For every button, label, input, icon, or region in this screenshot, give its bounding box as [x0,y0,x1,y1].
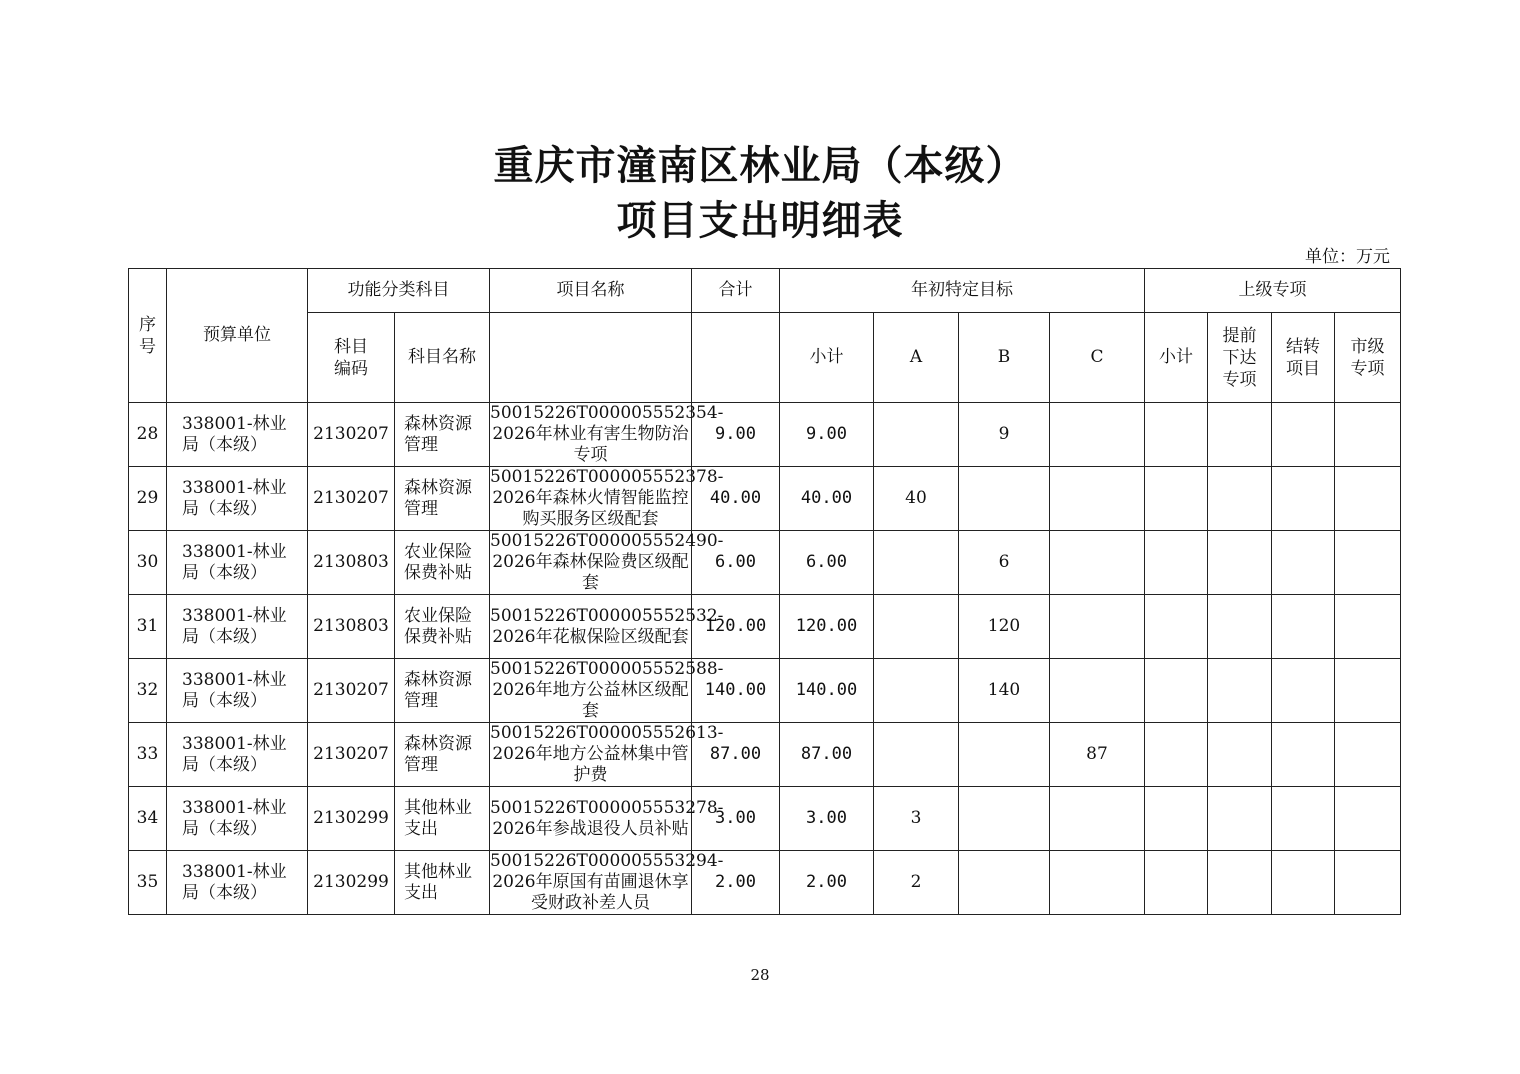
cell-subtotal: 40.00 [780,467,874,531]
cell-c: 87 [1050,723,1145,787]
cell-seq: 31 [129,595,167,659]
cell-c [1050,787,1145,851]
cell-code: 2130299 [308,787,395,851]
cell-seq: 33 [129,723,167,787]
cell-city [1335,851,1401,915]
cell-sup-subtotal [1145,595,1208,659]
cell-subject: 森林资源管理 [395,467,490,531]
cell-code: 2130207 [308,467,395,531]
cell-subject: 森林资源管理 [395,403,490,467]
cell-carryover [1272,787,1335,851]
cell-subtotal: 87.00 [780,723,874,787]
cell-city [1335,723,1401,787]
cell-b [959,723,1050,787]
cell-a [874,723,959,787]
cell-project: 50015226T000005552532-2026年花椒保险区级配套 [490,595,692,659]
cell-project: 50015226T000005552378-2026年森林火情智能监控购买服务区级配套 [490,467,724,529]
header-project-name: 项目名称 [490,269,692,313]
cell-subtotal: 6.00 [780,531,874,595]
cell-a [874,595,959,659]
table-row [129,403,1401,467]
cell-seq: 32 [129,659,167,723]
cell-carryover [1272,851,1335,915]
header-city: 市级专项 [1335,313,1401,403]
cell-project: 50015226T000005553278-2026年参战退役人员补贴 [490,787,692,851]
cell-b [959,787,1050,851]
cell-city [1335,787,1401,851]
cell-total: 3.00 [692,787,780,851]
cell-total: 2.00 [692,851,780,915]
cell-sup-subtotal [1145,531,1208,595]
cell-carryover [1272,531,1335,595]
cell-c [1050,403,1145,467]
table-row [129,467,1401,531]
cell-c [1050,659,1145,723]
cell-unit: 338001-林业局（本级） [167,467,308,531]
cell-unit: 338001-林业局（本级） [167,787,308,851]
header-carryover: 结转项目 [1272,313,1335,403]
cell-b: 140 [959,659,1050,723]
cell-sup-subtotal [1145,659,1208,723]
cell-code: 2130207 [308,659,395,723]
cell-seq: 30 [129,531,167,595]
cell-c [1050,531,1145,595]
header-total-blank [692,313,780,403]
cell-project: 50015226T000005553294-2026年原国有苗圃退休享受财政补差人员 [490,851,724,913]
header-advance: 提前下达专项 [1208,313,1272,403]
document-subtitle: 项目支出明细表 [616,198,904,244]
cell-b: 6 [959,531,1050,595]
cell-total: 40.00 [692,467,780,531]
cell-a [874,531,959,595]
cell-sup-subtotal [1145,787,1208,851]
cell-code: 2130803 [308,531,395,595]
cell-carryover [1272,467,1335,531]
cell-subtotal: 9.00 [780,403,874,467]
cell-code: 2130299 [308,851,395,915]
table-row [129,659,1401,723]
cell-advance [1208,403,1272,467]
cell-city [1335,659,1401,723]
cell-a [874,659,959,723]
project-expense-table [128,268,1401,915]
cell-c [1050,467,1145,531]
cell-total: 120.00 [692,595,780,659]
cell-total: 9.00 [692,403,780,467]
cell-seq: 35 [129,851,167,915]
cell-b [959,467,1050,531]
cell-city [1335,403,1401,467]
header-c: C [1050,313,1145,403]
cell-code: 2130803 [308,595,395,659]
header-subject-code: 科目编码 [308,313,395,403]
cell-project: 50015226T000005552354-2026年林业有害生物防治专项 [490,403,724,465]
cell-subject: 农业保险保费补贴 [395,595,490,659]
header-a: A [874,313,959,403]
cell-unit: 338001-林业局（本级） [167,403,308,467]
cell-subject: 其他林业支出 [395,787,490,851]
cell-project: 50015226T000005552588-2026年地方公益林区级配套 [490,659,724,721]
header-sup-subtotal: 小计 [1145,313,1208,403]
cell-carryover [1272,595,1335,659]
cell-advance [1208,467,1272,531]
table-row [129,723,1401,787]
cell-subtotal: 120.00 [780,595,874,659]
cell-sup-subtotal [1145,403,1208,467]
cell-city [1335,531,1401,595]
cell-total: 140.00 [692,659,780,723]
cell-seq: 28 [129,403,167,467]
cell-total: 87.00 [692,723,780,787]
cell-advance [1208,531,1272,595]
unit-label: 单位：万元 [1305,247,1390,267]
header-seq: 序号 [129,269,167,403]
cell-subject: 森林资源管理 [395,723,490,787]
cell-subject: 农业保险保费补贴 [395,531,490,595]
cell-unit: 338001-林业局（本级） [167,659,308,723]
cell-carryover [1272,403,1335,467]
cell-project: 50015226T000005552490-2026年森林保险费区级配套 [490,531,724,593]
cell-advance [1208,595,1272,659]
table-row [129,851,1401,915]
header-subtotal: 小计 [780,313,874,403]
cell-a: 3 [874,787,959,851]
cell-subject: 其他林业支出 [395,851,490,915]
cell-sup-subtotal [1145,851,1208,915]
cell-subject: 森林资源管理 [395,659,490,723]
cell-c [1050,595,1145,659]
cell-unit: 338001-林业局（本级） [167,595,308,659]
cell-project: 50015226T000005552613-2026年地方公益林集中管护费 [490,723,724,785]
cell-c [1050,851,1145,915]
cell-carryover [1272,723,1335,787]
header-func-class: 功能分类科目 [308,269,490,313]
cell-a [874,403,959,467]
table-row [129,531,1401,595]
cell-city [1335,467,1401,531]
cell-unit: 338001-林业局（本级） [167,531,308,595]
cell-carryover [1272,659,1335,723]
cell-b [959,851,1050,915]
cell-a: 40 [874,467,959,531]
document-title: 重庆市潼南区林业局（本级） [493,143,1027,189]
header-subject-name: 科目名称 [395,313,490,403]
table-row [129,595,1401,659]
header-total: 合计 [692,269,780,313]
header-budget-unit: 预算单位 [167,269,308,403]
cell-advance [1208,723,1272,787]
cell-sup-subtotal [1145,467,1208,531]
header-b: B [959,313,1050,403]
cell-a: 2 [874,851,959,915]
cell-city [1335,595,1401,659]
cell-unit: 338001-林业局（本级） [167,851,308,915]
cell-seq: 29 [129,467,167,531]
header-superior: 上级专项 [1145,269,1401,313]
cell-code: 2130207 [308,723,395,787]
header-project-name-blank [490,313,692,403]
cell-sup-subtotal [1145,723,1208,787]
cell-unit: 338001-林业局（本级） [167,723,308,787]
cell-subtotal: 2.00 [780,851,874,915]
cell-advance [1208,787,1272,851]
cell-advance [1208,659,1272,723]
cell-b: 120 [959,595,1050,659]
cell-seq: 34 [129,787,167,851]
page-number: 28 [750,966,770,984]
cell-subtotal: 140.00 [780,659,874,723]
table-row [129,787,1401,851]
cell-code: 2130207 [308,403,395,467]
cell-subtotal: 3.00 [780,787,874,851]
cell-advance [1208,851,1272,915]
cell-b: 9 [959,403,1050,467]
header-special-target: 年初特定目标 [780,269,1145,313]
cell-total: 6.00 [692,531,780,595]
